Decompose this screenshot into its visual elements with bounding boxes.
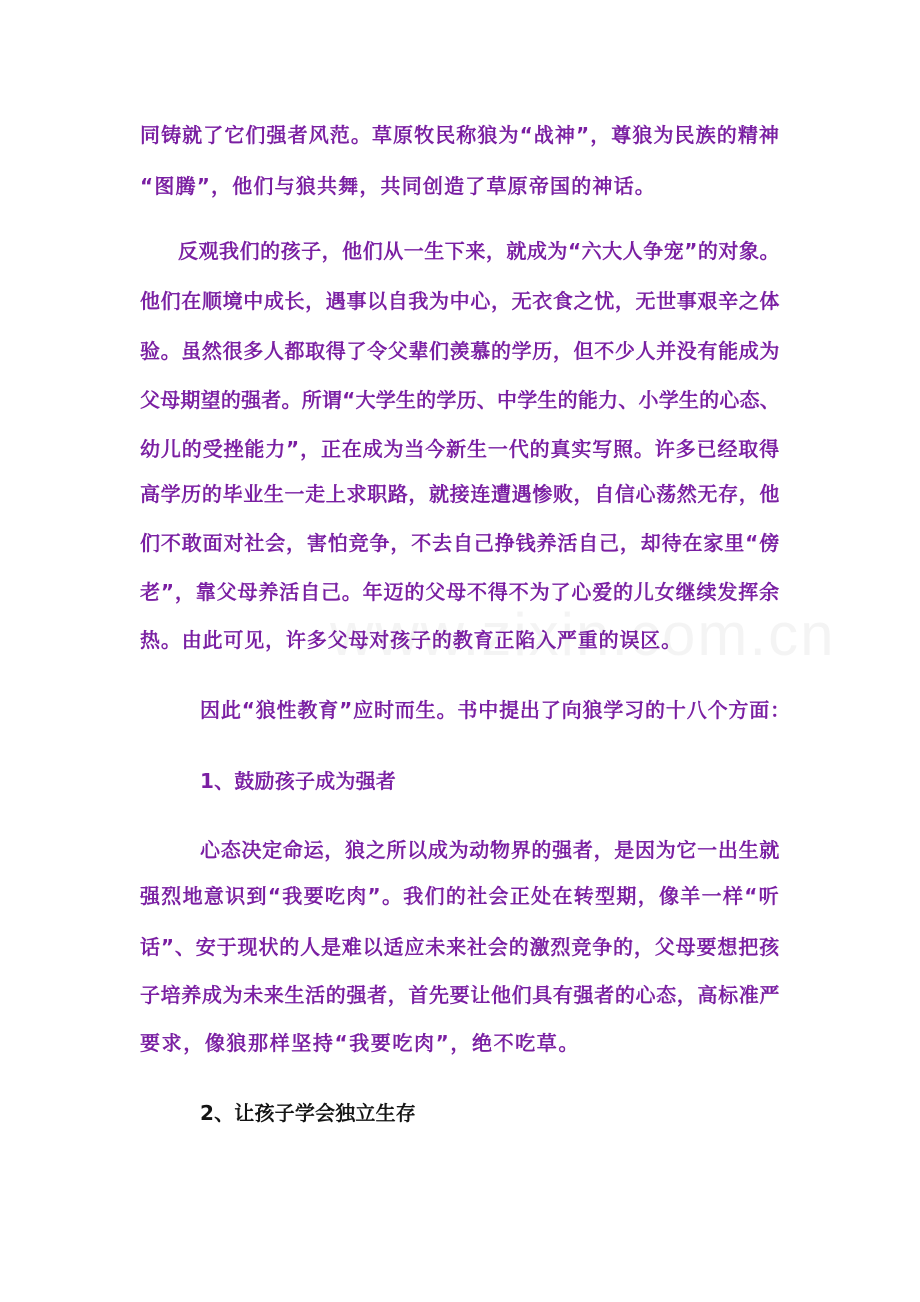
paragraph-4-line-4: 子培养成为未来生活的强者，首先要让他们具有强者的心态，高标准严 <box>140 983 780 1007</box>
paragraph-2-line-8: 老”，靠父母养活自己。年迈的父母不得不为了心爱的儿女继续发挥余 <box>140 580 780 604</box>
paragraph-2-line-4: 父母期望的强者。所谓“大学生的学历、中学生的能力、小学生的心态、 <box>140 388 780 412</box>
paragraph-2-line-1: 反观我们的孩子，他们从一生下来，就成为“六大人争宠”的对象。 <box>178 239 780 263</box>
section-heading-2: 2、让孩子学会独立生存 <box>200 1101 416 1125</box>
paragraph-2-line-2: 他们在顺境中成长，遇事以自我为中心，无衣食之忧，无世事艰辛之体 <box>140 289 780 313</box>
paragraph-3-line-1: 因此“狼性教育”应时而生。书中提出了向狼学习的十八个方面： <box>200 698 791 722</box>
paragraph-2-line-7: 们不敢面对社会，害怕竞争，不去自己挣钱养活自己，却待在家里“傍 <box>140 531 780 555</box>
paragraph-4-line-1: 心态决定命运，狼之所以成为动物界的强者，是因为它一出生就 <box>200 838 780 862</box>
paragraph-4-line-5: 要求，像狼那样坚持“我要吃肉”，绝不吃草。 <box>140 1031 580 1055</box>
paragraph-4-line-3: 话”、安于现状的人是难以适应未来社会的激烈竞争的，父母要想把孩 <box>140 935 780 959</box>
paragraph-4-line-2: 强烈地意识到“我要吃肉”。我们的社会正处在转型期，像羊一样“听 <box>140 884 780 908</box>
paragraph-1-line-2: “图腾”，他们与狼共舞，共同创造了草原帝国的神话。 <box>140 174 656 198</box>
paragraph-2-line-9: 热。由此可见，许多父母对孩子的教育正陷入严重的误区。 <box>140 628 682 652</box>
paragraph-2-line-6: 高学历的毕业生一走上求职路，就接连遭遇惨败，自信心荡然无存，他 <box>140 482 780 506</box>
section-heading-1: 1、鼓励孩子成为强者 <box>200 769 396 793</box>
paragraph-1-line-1: 同铸就了它们强者风范。草原牧民称狼为“战神”，尊狼为民族的精神 <box>140 123 780 147</box>
paragraph-2-line-5: 幼儿的受挫能力”，正在成为当今新生一代的真实写照。许多已经取得 <box>140 437 780 461</box>
paragraph-2-line-3: 验。虽然很多人都取得了令父辈们羡慕的学历，但不少人并没有能成为 <box>140 339 780 363</box>
